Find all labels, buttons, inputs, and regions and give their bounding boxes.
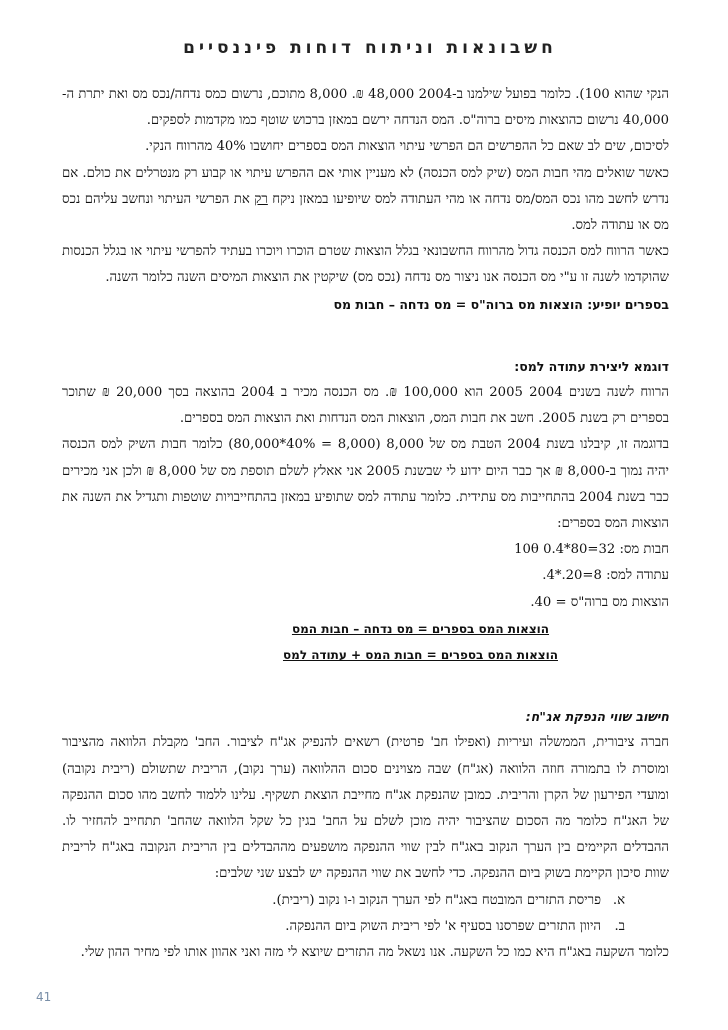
list-item-text: היוון התזרים שפרסנו בסעיף א' לפי ריבית השוק ביום ההנפקה. <box>285 918 601 934</box>
paragraph <box>62 161 669 240</box>
list-item <box>62 888 669 914</box>
body-text <box>62 82 669 966</box>
spacer <box>62 668 669 704</box>
page-number: 41 <box>36 990 52 1004</box>
spacer <box>62 318 669 354</box>
calculation-line: הוצאות מס ברוה"ס = 40. <box>530 594 669 610</box>
list-item-text: פריסת התזרים המובטח באג"ח לפי הערך הנקוב ו-ו נקוב (ריבית). <box>272 892 601 908</box>
formula-line: בספרים יופיע: הוצאות מס ברוה"ס = מס נדחה – חבות מס <box>333 296 669 312</box>
text-span: את הפרשי העיתוי ונחשב עליהם נכס מס או עתודה למס. <box>62 191 669 234</box>
paragraph: הרווח לשנה בשנים 2004 2005 הוא 100,000 ₪. מס הכנסה מכיר ב 2004 בהוצאה בסך 20,000 ₪ שתוכר בספרים רק בשנת 2005. חשב את חבות המס, הוצאות המס הנדחות ואת הוצאות המס בספרים. <box>62 385 669 427</box>
paragraph: כאשר הרווח למס הכנסה גדול מהרווח החשבונאי בגלל הוצאות שטרם הוכרו ויוכרו בעתיד להפרשי עיתוי או בגלל הכנסות שהוקדמו לשנה זו ע"י מס הכנסה אנו ניצור מס נדחה (נכס מס) שיקטין את הוצאות המיסים השנה כלומר השנה. <box>62 244 669 286</box>
formula-line: הוצאות המס בספרים = חבות המס + עתודה למס <box>282 648 558 663</box>
list-item <box>62 914 669 940</box>
section-heading: דוגמא ליצירת עתודה למס: <box>514 358 669 374</box>
formula-line: הוצאות המס בספרים = מס נדחה – חבות המס <box>291 621 550 636</box>
list-marker: א. <box>612 892 625 908</box>
list-marker: ב. <box>614 918 625 934</box>
paragraph: הנקי שהוא 100). כלומר בפועל שילמנו ב-2004 48,000 ₪. 8,000 מתוכם, נרשום כמס נדחה/נכס מס ואת יתרת ה- 40,000 נרשום כהוצאות מיסים ברוה"ס. המס הנדחה ירשם במאזן ברכוש שוטף כמו מקדמות לספקים. <box>62 87 669 129</box>
calculation-line: עתודה למס: 8=20.*4. <box>542 568 669 584</box>
paragraph: חברה ציבורית, הממשלה ועיריות (ואפילו חב' פרטית) רשאים להנפיק אג"ח לציבור. החב' מקבלת הלוואה מהציבור ומוסרת לו בתמורה חוזה הלוואה (אג"ח) שבה מצוינים סכום ההלוואה (ערך נקוב), הריבית שתשולם (ריבית נקובה) ומועדי הפירעון של הקרן והריבית. כמובן שהנפקת אג"ח מחייבת הוצאת תשקיף. עלינו ללמוד לחשב מהו סכום ההנפקה של האג"ח כלומר מה הסכום שהציבור יהיה מוכן לשלם על החב' בגין כל שקל הלוואה שהחב' תתחייב להחזיר לו. ההבדלים הקיימים בין הערך הנקוב באג"ח לבין שווי ההנפקה מושפעים מההבדלים בין הריבית הנקובה באג"ח לריבית שוות סיכון הקיימת בשוק ביום ההנפקה. כדי לחשב את שווי ההנפקה יש לבצע שני שלבים: <box>62 735 669 882</box>
paragraph: בדוגמה זו, קיבלנו בשנת 2004 הטבת מס של 8,000 (8,000 = 40%*80,000) כלומר חבות השיק למס הכנסה יהיה נמוך ב-8,000 ₪ אך כבר היום ידוע לי שבשנת 2005 אני אאלץ לשלם תוספת מס של 8,000 ₪ ולכן אני מכירים כבר בשנת 2004 בהתחייבות מס עתידית. כלומר עתודה למס שתופיע במאזן בהתחייבויות שוטפות ותגדיל את השנה את הוצאות המס בספרים: <box>62 437 669 532</box>
paragraph: לסיכום, שים לב שאם כל ההפרשים הם הפרשי עיתוי הוצאות המס בספרים יחושבו 40% מהרווח הנקי. <box>145 139 669 155</box>
underlined-word: רק <box>254 191 268 207</box>
paragraph: כלומר השקעה באג"ח היא כמו כל השקעה. אנו נשאל מה התזרים שיוצא לי מזה ואני אהוון אותו לפי מחיר ההון שלי. <box>80 945 669 961</box>
text-span: כאשר שואלים מהי חבות המס (שיק למס הכנסה) לא מעניין אותי אם ההפרש עיתוי או קבוע רק מנטרלים את כולם. אם נדרש לחשב מהו נכס המס/מס נדחה או מהי העתודה למס שיופיעו במאזן ניקח <box>62 165 669 207</box>
running-header: חשבונאות וניתוח דוחות פיננסיים <box>183 38 557 58</box>
calculation-line: חבות מס: 32=80*0.4 10θ <box>514 542 669 558</box>
section-heading: חישוב שווי הנפקת אג"ח: <box>525 709 669 725</box>
